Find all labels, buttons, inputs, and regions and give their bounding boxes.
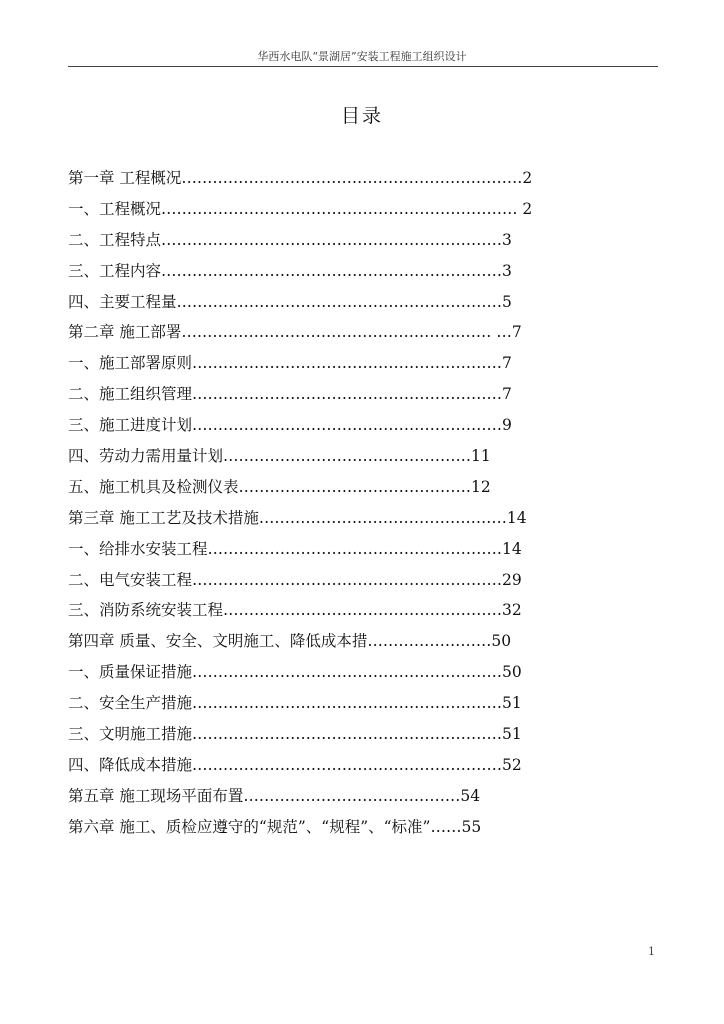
toc-entry-ch4-s3[interactable]: 三、文明施工措施……………………………………………………51: [68, 725, 522, 744]
toc-entry-ch2-s2[interactable]: 二、施工组织管理……………………………………………………7: [68, 385, 512, 404]
toc-entry-ch3-s2[interactable]: 二、电气安装工程……………………………………………………29: [68, 570, 522, 589]
page-number: 1: [648, 945, 655, 958]
toc-entry-ch4-s1[interactable]: 一、质量保证措施……………………………………………………50: [68, 663, 522, 682]
header-rule: [68, 66, 658, 67]
toc-entry-ch1[interactable]: 第一章 工程概况…………………………………………………………2: [68, 169, 533, 187]
toc-entry-ch3-s1[interactable]: 一、给排水安装工程…………………………………………………14: [68, 539, 522, 558]
toc-entry-ch4-s4[interactable]: 四、降低成本措施……………………………………………………52: [68, 755, 522, 774]
toc-entry-ch4[interactable]: 第四章 质量、安全、文明施工、降低成本措……………………50: [68, 632, 512, 651]
toc-entry-ch2-s1[interactable]: 一、施工部署原则……………………………………………………7: [68, 354, 512, 373]
toc-entry-ch6[interactable]: 第六章 施工、质检应遵守的“规范”、“规程”、“标准”……55: [68, 817, 482, 836]
running-header: 华西水电队“景湖居”安装工程施工组织设计: [257, 50, 467, 63]
toc-entry-ch3-s3[interactable]: 三、消防系统安装工程………………………………………………32: [68, 601, 522, 620]
toc-entry-ch3[interactable]: 第三章 施工工艺及技术措施…………………………………………14: [68, 508, 527, 527]
toc-entry-ch2-s3[interactable]: 三、施工进度计划……………………………………………………9: [68, 416, 512, 435]
toc-entry-ch1-s4[interactable]: 四、主要工程量………………………………………………………5: [68, 292, 512, 311]
toc-entry-ch1-s2[interactable]: 二、工程特点…………………………………………………………3: [68, 230, 512, 249]
page-title: 目录: [340, 105, 383, 127]
toc-entry-ch4-s2[interactable]: 二、安全生产措施……………………………………………………51: [68, 694, 522, 713]
toc-entry-ch2-s5[interactable]: 五、施工机具及检测仪表………………………………………12: [68, 477, 491, 496]
toc-entry-ch2[interactable]: 第二章 施工部署…………………………………………………… …7: [68, 323, 522, 342]
toc-entry-ch5[interactable]: 第五章 施工现场平面布置……………………………………54: [68, 786, 481, 805]
toc-entry-ch1-s1[interactable]: 一、工程概况…………………………………………………………… 2: [68, 199, 533, 218]
toc-entry-ch1-s3[interactable]: 三、工程内容…………………………………………………………3: [68, 261, 512, 280]
table-of-contents: [68, 163, 658, 843]
toc-entry-ch2-s4[interactable]: 四、劳动力需用量计划…………………………………………11: [68, 447, 491, 466]
